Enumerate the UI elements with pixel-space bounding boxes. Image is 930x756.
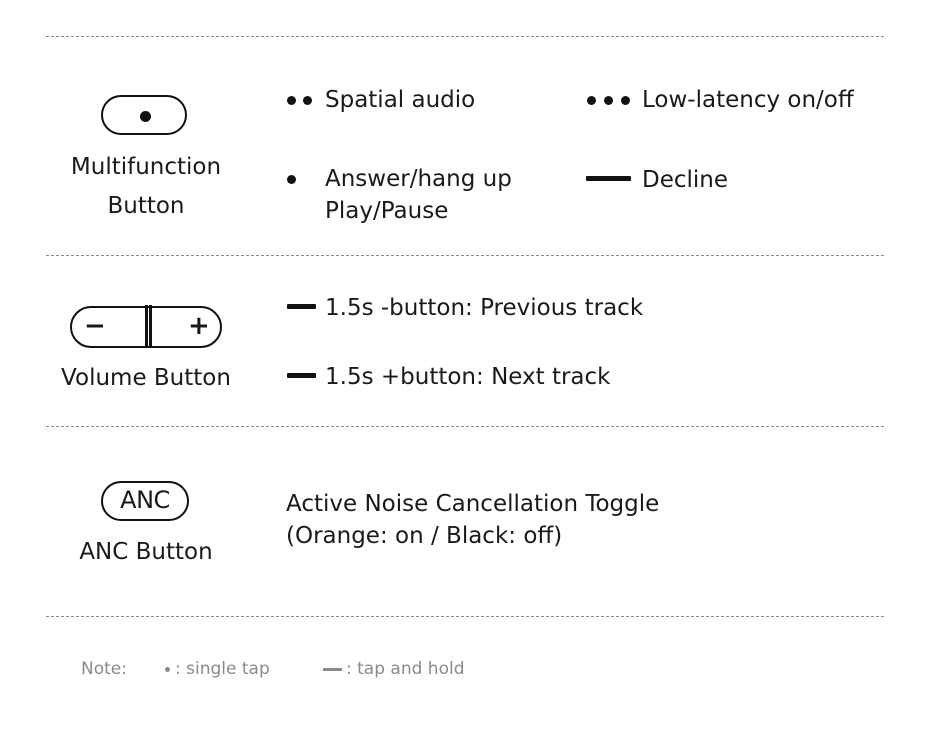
dot-icon bbox=[287, 96, 296, 105]
dot-icon bbox=[587, 96, 596, 105]
divider-1 bbox=[46, 255, 884, 256]
plus-icon: + bbox=[188, 311, 210, 341]
dot-icon bbox=[621, 96, 630, 105]
single-tap-dot-icon bbox=[165, 667, 170, 672]
anc-desc-line1: Active Noise Cancellation Toggle bbox=[286, 491, 660, 517]
low-latency-text: Low-latency on/off bbox=[642, 87, 854, 113]
anc-label: ANC Button bbox=[79, 539, 213, 565]
answer-line1: Answer/hang up bbox=[325, 166, 512, 192]
dot-icon bbox=[140, 111, 151, 122]
multifunction-button-icon bbox=[101, 95, 187, 135]
anc-button-icon: ANC bbox=[101, 481, 189, 521]
dot-icon bbox=[303, 96, 312, 105]
note-label: Note: bbox=[81, 659, 127, 679]
answer-line2: Play/Pause bbox=[325, 198, 449, 224]
divider-top bbox=[46, 36, 884, 37]
anc-description bbox=[286, 488, 659, 552]
divider-2 bbox=[46, 426, 884, 427]
next-track-text: 1.5s +button: Next track bbox=[325, 364, 611, 390]
note-tap-hold: : tap and hold bbox=[346, 659, 465, 679]
spatial-audio-text: Spatial audio bbox=[325, 87, 476, 113]
divider-3 bbox=[46, 616, 884, 617]
answer-hang-up-text bbox=[325, 163, 512, 227]
tap-hold-dash-icon bbox=[323, 668, 342, 671]
volume-separator bbox=[149, 305, 152, 347]
volume-label: Volume Button bbox=[61, 365, 231, 391]
anc-desc-line2: (Orange: on / Black: off) bbox=[286, 523, 563, 549]
multifunction-label bbox=[46, 148, 246, 226]
multifunction-label-line2: Button bbox=[107, 193, 185, 219]
volume-button-icon bbox=[70, 306, 222, 348]
dot-icon bbox=[604, 96, 613, 105]
note-single-tap: : single tap bbox=[175, 659, 270, 679]
multifunction-label-line1: Multifunction bbox=[70, 154, 222, 180]
gesture-tap-hold-icon bbox=[287, 304, 316, 309]
previous-track-text: 1.5s -button: Previous track bbox=[325, 295, 644, 321]
minus-icon: − bbox=[84, 311, 106, 341]
volume-separator bbox=[145, 305, 148, 347]
gesture-tap-hold-icon bbox=[287, 373, 316, 378]
gesture-tap-hold-icon bbox=[586, 176, 631, 181]
gesture-single-tap-icon bbox=[287, 175, 296, 184]
decline-text: Decline bbox=[642, 167, 729, 193]
